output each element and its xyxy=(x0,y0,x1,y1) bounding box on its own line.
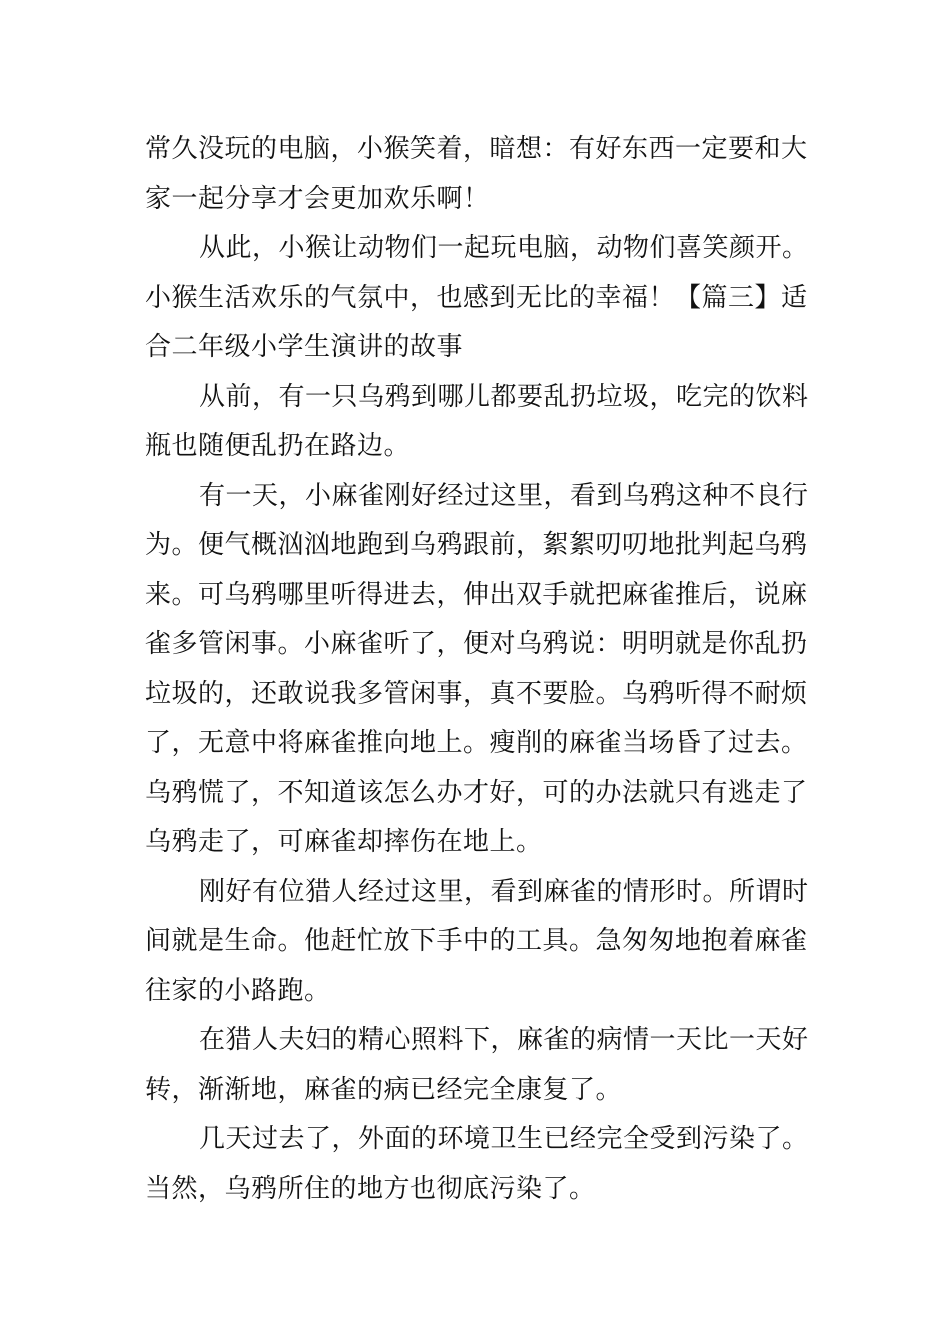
paragraph-3 xyxy=(145,373,815,472)
text-line: 雀多管闲事。小麻雀听了，便对乌鸦说：明明就是你乱扔 xyxy=(145,629,808,659)
paragraph-7 xyxy=(145,1115,815,1214)
text-line: 间就是生命。他赶忙放下手中的工具。急匆匆地抱着麻雀 xyxy=(145,926,808,956)
text-line: 有一天，小麻雀刚好经过这里，看到乌鸦这种不良行 xyxy=(199,480,809,511)
paragraph-6 xyxy=(145,1016,815,1115)
text-line: 家一起分享才会更加欢乐啊！ xyxy=(145,183,490,214)
text-line: 从前，有一只乌鸦到哪儿都要乱扔垃圾，吃完的饮料 xyxy=(199,381,809,412)
text-line: 瓶也随便乱扔在路边。 xyxy=(145,431,411,461)
text-line: 往家的小路跑。 xyxy=(145,975,331,1006)
text-line: 了，无意中将麻雀推向地上。瘦削的麻雀当场昏了过去。 xyxy=(145,728,808,758)
document-body xyxy=(145,125,815,1214)
text-line: 几天过去了，外面的环境卫生已经完全受到污染了。 xyxy=(199,1124,809,1154)
text-line: 常久没玩的电脑，小猴笑着，暗想：有好东西一定要和大 xyxy=(145,134,808,164)
paragraph-2 xyxy=(145,224,815,373)
text-line: 转，渐渐地，麻雀的病已经完全康复了。 xyxy=(145,1074,623,1105)
text-line: 为。便气概汹汹地跑到乌鸦跟前，絮絮叨叨地批判起乌鸦 xyxy=(145,530,808,560)
text-line: 小猴生活欢乐的气氛中，也感到无比的幸福！【篇三】适 xyxy=(145,282,808,313)
text-line: 乌鸦慌了，不知道该怎么办才好，可的办法就只有逃走了 xyxy=(145,777,808,808)
text-line: 从此，小猴让动物们一起玩电脑，动物们喜笑颜开。 xyxy=(199,233,809,263)
text-line: 垃圾的，还敢说我多管闲事，真不要脸。乌鸦听得不耐烦 xyxy=(145,678,808,709)
text-line: 当然，乌鸦所住的地方也彻底污染了。 xyxy=(145,1173,596,1204)
text-line: 来。可乌鸦哪里听得进去，伸出双手就把麻雀推后，说麻 xyxy=(145,579,808,610)
text-line: 在猎人夫妇的精心照料下，麻雀的病情一天比一天好 xyxy=(199,1025,809,1055)
paragraph-4 xyxy=(145,472,815,868)
paragraph-5 xyxy=(145,868,815,1017)
text-line: 刚好有位猎人经过这里，看到麻雀的情形时。所谓时 xyxy=(199,876,809,907)
text-line: 合二年级小学生演讲的故事 xyxy=(145,332,464,362)
paragraph-1 xyxy=(145,125,815,224)
text-line: 乌鸦走了，可麻雀却摔伤在地上。 xyxy=(145,827,543,857)
